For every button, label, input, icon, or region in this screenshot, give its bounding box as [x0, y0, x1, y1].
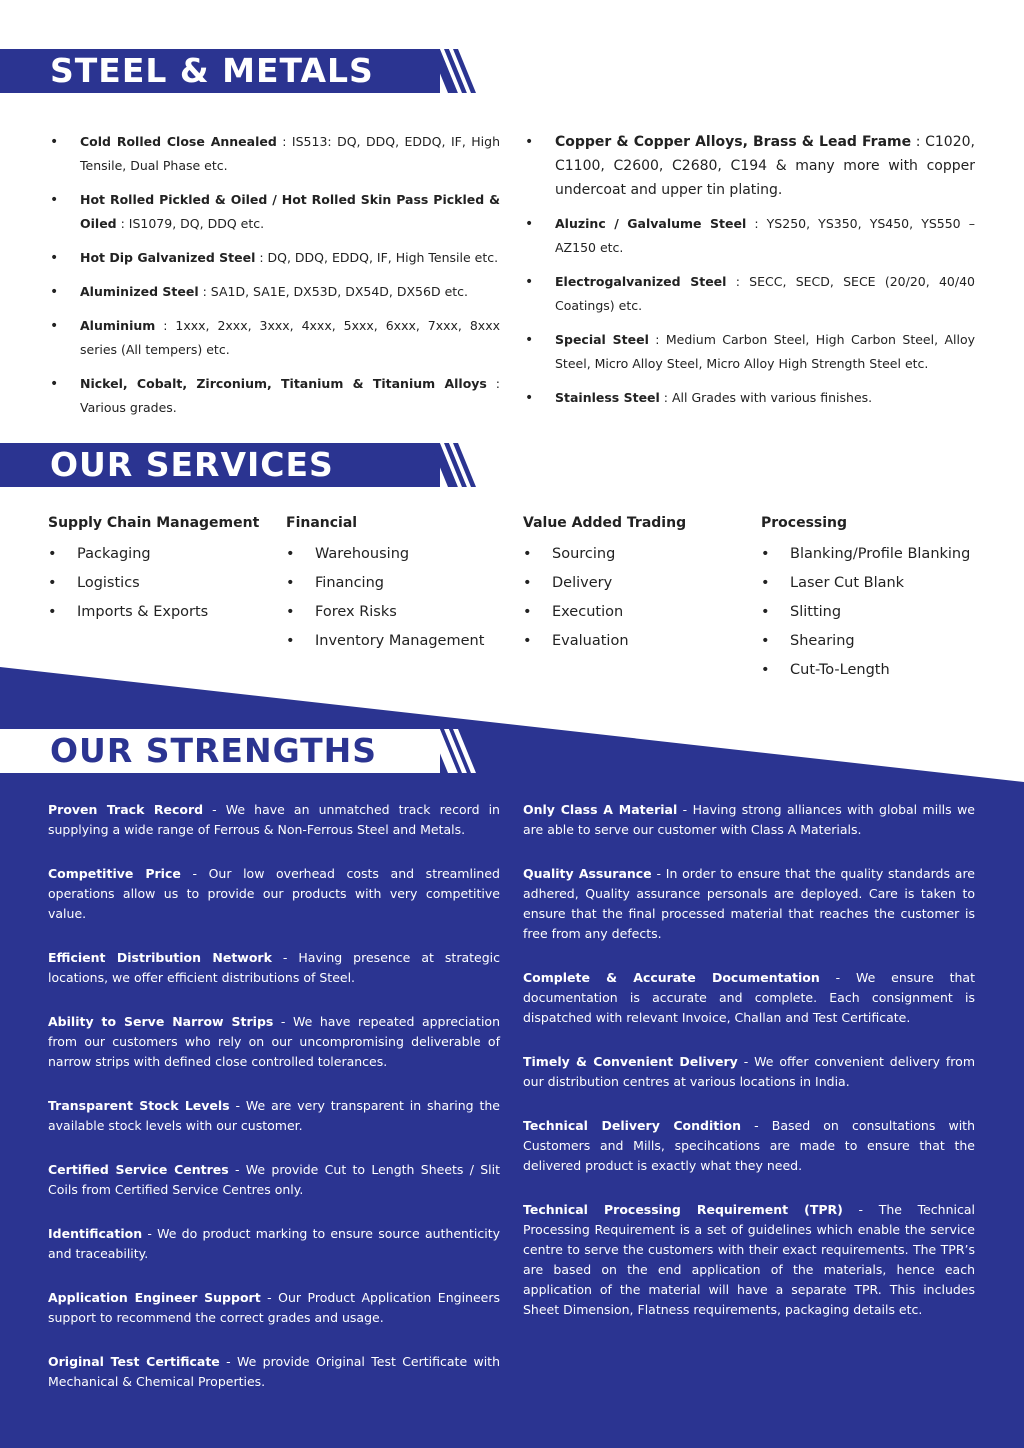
item-label: Warehousing [315, 546, 410, 562]
item-label: Inventory Management [315, 633, 485, 649]
strength-desc: - We provide Original Test Certificate with Mechanical & Chemical Properties. [48, 1354, 501, 1389]
item-name: Aluminium [80, 318, 156, 333]
list-item [761, 627, 991, 656]
item-label: Slitting [790, 604, 842, 620]
bullet-icon: • [525, 274, 534, 290]
list-item [525, 130, 975, 202]
strengths-right-column [523, 800, 975, 1344]
steel-metals-banner [0, 49, 480, 93]
bullet-icon: • [50, 318, 59, 334]
bullet-icon: • [525, 332, 534, 348]
strength-desc: - Having strong alliances with global mills we are able to serve our customer with Class A Materials. [523, 802, 975, 837]
strength-desc: - We provide Cut to Length Sheets / Slit Coils from Certified Service Centres only. [48, 1162, 501, 1197]
item-desc: : Medium Carbon Steel, High Carbon Steel, Alloy Steel, Micro Alloy Steel, Micro Alloy High Strength Steel etc. [555, 332, 975, 371]
strength-name: Technical Delivery Condition [523, 1118, 741, 1133]
item-desc: : All Grades with various finishes. [659, 390, 873, 405]
strength-paragraph [48, 800, 500, 840]
bullet-icon: • [525, 216, 534, 232]
bullet-icon: • [48, 604, 57, 620]
item-label: Execution [552, 604, 624, 620]
bullet-icon: • [286, 575, 295, 591]
list-item [50, 246, 500, 270]
item-desc: : C1020, C1100, C2600, C2680, C194 & many more with copper undercoat and upper tin plating. [555, 134, 975, 198]
list-item [761, 656, 991, 685]
strength-name: Original Test Certificate [48, 1354, 220, 1369]
list-item [761, 540, 991, 569]
strength-paragraph [48, 1288, 500, 1328]
list-item [50, 130, 500, 178]
item-desc: : 1xxx, 2xxx, 3xxx, 4xxx, 5xxx, 6xxx, 7xxx, 8xxx series (All tempers) etc. [80, 318, 500, 357]
item-desc: : SA1D, SA1E, DX53D, DX54D, DX56D etc. [198, 284, 469, 299]
bullet-icon: • [50, 250, 59, 266]
service-column-financial [286, 512, 516, 656]
item-label: Imports & Exports [77, 604, 209, 620]
item-label: Blanking/Profile Blanking [790, 546, 971, 562]
item-label: Laser Cut Blank [790, 575, 905, 591]
bullet-icon: • [48, 575, 57, 591]
service-heading: Processing [761, 515, 848, 531]
service-heading: Supply Chain Management [48, 515, 260, 531]
item-name: Nickel, Cobalt, Zirconium, Titanium & Titanium Alloys [80, 376, 487, 391]
strength-desc: - We are very transparent in sharing the available stock levels with our customer. [48, 1098, 500, 1133]
bullet-icon: • [761, 575, 770, 591]
strength-desc: - We have repeated appreciation from our customers who rely on our uncompromising deliverable of narrow strips with defined close controlled tolerances. [48, 1014, 500, 1069]
item-name: Aluzinc / Galvalume Steel [555, 216, 747, 231]
list-item [523, 540, 753, 569]
strength-desc: - We do product marking to ensure source authenticity and traceability. [48, 1226, 500, 1261]
item-name: Electrogalvanized Steel [555, 274, 727, 289]
section-title: STEEL & METALS [50, 51, 374, 90]
item-name: Aluminized Steel [80, 284, 199, 299]
list-item [48, 569, 278, 598]
item-label: Evaluation [552, 633, 629, 649]
list-item [286, 540, 516, 569]
strength-desc: - The Technical Processing Requirement is a set of guidelines which enable the service centre to serve the customers with their exact requirements. The TPR’s are based on the end application of the materials, hence each application of the material will have a separate TPR. This includes Sheet Dimension, Flatness requirements, packaging details etc. [523, 1202, 975, 1317]
strength-name: Timely & Convenient Delivery [523, 1054, 738, 1069]
strength-desc: - In order to ensure that the quality standards are adhered, Quality assurance personals are deployed. Care is taken to ensure that the final processed material that reaches the customer is free from any defects. [523, 866, 975, 941]
list-item [50, 280, 500, 304]
list-item [761, 598, 991, 627]
bullet-icon: • [761, 662, 770, 678]
strength-name: Technical Processing Requirement (TPR) [523, 1202, 843, 1217]
strength-paragraph [48, 1352, 500, 1392]
item-name: Stainless Steel [555, 390, 660, 405]
bullet-icon: • [48, 546, 57, 562]
bullet-icon: • [50, 134, 59, 150]
list-item [761, 569, 991, 598]
strength-name: Competitive Price [48, 866, 181, 881]
service-column-supply-chain [48, 512, 278, 627]
strength-desc: - Having presence at strategic locations, we offer efficient distributions of Steel. [48, 950, 500, 985]
item-desc: : DQ, DDQ, EDDQ, IF, High Tensile etc. [255, 250, 499, 265]
item-label: Sourcing [552, 546, 616, 562]
steel-list-right [525, 130, 975, 420]
item-label: Packaging [77, 546, 151, 562]
bullet-icon: • [523, 633, 532, 649]
strength-paragraph [523, 800, 975, 840]
item-label: Financing [315, 575, 384, 591]
item-label: Shearing [790, 633, 855, 649]
bullet-icon: • [50, 284, 59, 300]
bullet-icon: • [525, 390, 534, 406]
bullet-icon: • [286, 546, 295, 562]
list-item [523, 569, 753, 598]
list-item [48, 540, 278, 569]
bullet-icon: • [50, 192, 59, 208]
strength-paragraph [523, 864, 975, 944]
strength-name: Proven Track Record [48, 802, 204, 817]
strength-paragraph [48, 1224, 500, 1264]
bullet-icon: • [761, 633, 770, 649]
item-name: Cold Rolled Close Annealed [80, 134, 277, 149]
service-heading: Financial [286, 515, 358, 531]
strength-paragraph [48, 1096, 500, 1136]
item-desc: : YS250, YS350, YS450, YS550 – AZ150 etc. [555, 216, 975, 255]
list-item [50, 372, 500, 420]
section-title: OUR STRENGTHS [50, 731, 377, 770]
bullet-icon: • [761, 546, 770, 562]
item-desc: : IS1079, DQ, DDQ etc. [116, 216, 265, 231]
steel-list-left [50, 130, 500, 430]
strength-name: Efficient Distribution Network [48, 950, 272, 965]
bullet-icon: • [523, 546, 532, 562]
service-heading: Value Added Trading [523, 515, 687, 531]
strength-paragraph [523, 968, 975, 1028]
item-name: Special Steel [555, 332, 649, 347]
bullet-icon: • [286, 633, 295, 649]
service-column-processing [761, 512, 991, 685]
list-item [523, 598, 753, 627]
stripes-icon [430, 443, 480, 487]
stripes-icon [430, 729, 480, 773]
bullet-icon: • [523, 604, 532, 620]
strength-paragraph [48, 1012, 500, 1072]
list-item [286, 569, 516, 598]
strength-desc: - We ensure that documentation is accurate and complete. Each consignment is dispatched with relevant Invoice, Challan and Test Certificate. [523, 970, 975, 1025]
strength-paragraph [523, 1116, 975, 1176]
strength-paragraph [48, 948, 500, 988]
strengths-banner [0, 729, 480, 773]
bullet-icon: • [523, 575, 532, 591]
strength-desc: - Our Product Application Engineers support to recommend the correct grades and usage. [48, 1290, 500, 1325]
strength-paragraph [48, 864, 500, 924]
bullet-icon: • [50, 376, 59, 392]
item-desc: : SECC, SECD, SECE (20/20, 40/40 Coatings) etc. [555, 274, 975, 313]
list-item [48, 598, 278, 627]
item-desc: : IS513: DQ, DDQ, EDDQ, IF, High Tensile, Dual Phase etc. [80, 134, 500, 173]
strength-paragraph [48, 1160, 500, 1200]
section-title: OUR SERVICES [50, 445, 334, 484]
services-banner [0, 443, 480, 487]
item-label: Cut-To-Length [790, 662, 890, 678]
list-item [523, 627, 753, 656]
item-label: Delivery [552, 575, 613, 591]
list-item [525, 212, 975, 260]
strength-name: Application Engineer Support [48, 1290, 261, 1305]
strength-name: Transparent Stock Levels [48, 1098, 230, 1113]
strength-name: Certified Service Centres [48, 1162, 229, 1177]
strength-desc: - We offer convenient delivery from our distribution centres at various locations in India. [523, 1054, 975, 1089]
list-item [525, 386, 975, 410]
strength-paragraph [523, 1200, 975, 1320]
strength-name: Quality Assurance [523, 866, 652, 881]
bullet-icon: • [761, 604, 770, 620]
strength-name: Complete & Accurate Documentation [523, 970, 820, 985]
item-name: Hot Dip Galvanized Steel [80, 250, 256, 265]
strength-desc: - Our low overhead costs and streamlined operations allow us to provide our products with very competitive value. [48, 866, 500, 921]
strength-name: Ability to Serve Narrow Strips [48, 1014, 274, 1029]
service-column-value-added-trading [523, 512, 753, 656]
bullet-icon: • [286, 604, 295, 620]
list-item [525, 328, 975, 376]
list-item [525, 270, 975, 318]
item-desc: : Various grades. [80, 376, 500, 415]
item-name: Copper & Copper Alloys, Brass & Lead Frame [555, 134, 912, 150]
list-item [50, 314, 500, 362]
strength-paragraph [523, 1052, 975, 1092]
stripes-icon [430, 49, 480, 93]
strengths-left-column [48, 800, 500, 1416]
strength-name: Only Class A Material [523, 802, 678, 817]
strength-name: Identification [48, 1226, 143, 1241]
list-item [286, 598, 516, 627]
strength-desc: - Based on consultations with Customers and Mills, specihcations are made to ensure that the delivered product is exactly what they need. [523, 1118, 976, 1173]
item-label: Logistics [77, 575, 140, 591]
bullet-icon: • [525, 134, 534, 150]
strength-desc: - We have an unmatched track record in supplying a wide range of Ferrous & Non-Ferrous Steel and Metals. [48, 802, 500, 837]
list-item [50, 188, 500, 236]
item-name: Hot Rolled Pickled & Oiled / Hot Rolled Skin Pass Pickled & Oiled [80, 192, 500, 231]
item-label: Forex Risks [315, 604, 397, 620]
list-item [286, 627, 516, 656]
